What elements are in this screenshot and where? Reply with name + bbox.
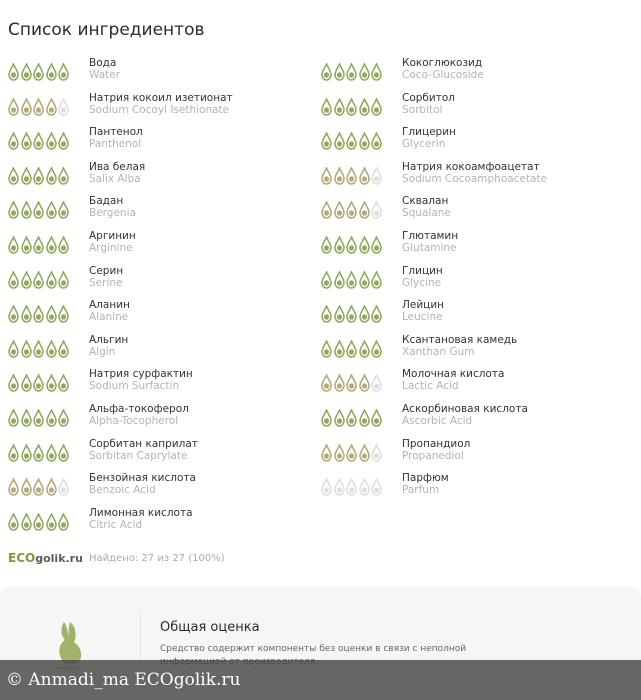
ingredient-row[interactable]	[8, 507, 308, 542]
drop-icon	[346, 478, 357, 496]
ingredient-row[interactable]	[321, 334, 621, 369]
drop-icon	[359, 132, 370, 150]
ingredient-names	[402, 265, 443, 289]
ingredient-name-en: Salix Alba	[89, 172, 141, 185]
rating-drops	[8, 472, 89, 496]
ingredient-name-en: Glycerin	[402, 138, 446, 151]
ingredient-row[interactable]	[321, 126, 621, 161]
drop-icon	[334, 444, 345, 462]
drop-icon	[359, 444, 370, 462]
drop-icon	[359, 478, 370, 496]
drop-icon	[46, 409, 57, 427]
ingredient-row[interactable]	[321, 299, 621, 334]
drop-icon	[321, 478, 332, 496]
ingredient-name-ru: Кокоглюкозид	[402, 57, 483, 69]
ingredient-name-ru: Натрия сурфактин	[89, 368, 193, 381]
ingredient-name-en: Parfum	[402, 484, 440, 497]
drop-icon	[8, 63, 19, 81]
drop-icon	[21, 513, 32, 531]
drop-icon	[58, 374, 69, 392]
ingredient-row[interactable]	[8, 126, 308, 161]
rating-drops	[321, 299, 402, 323]
ingredient-names	[89, 334, 128, 358]
drop-icon	[371, 98, 382, 116]
ingredient-name-ru: Лимонная кислота	[89, 506, 193, 519]
drop-icon	[33, 63, 44, 81]
ingredient-name-ru: Бензойная кислота	[89, 472, 196, 485]
ingredient-row[interactable]	[321, 230, 621, 265]
ingredient-name-en: Glutamine	[402, 241, 457, 254]
results-footer	[8, 542, 225, 574]
drop-icon	[346, 201, 357, 219]
ingredient-name-ru: Ксантановая камедь	[402, 333, 518, 346]
drop-icon	[33, 513, 44, 531]
ingredient-names	[89, 403, 189, 427]
drop-icon	[33, 305, 44, 323]
drop-icon	[334, 374, 345, 392]
drop-icon	[371, 167, 382, 185]
drop-icon	[334, 340, 345, 358]
ingredient-name-ru: Бадан	[89, 195, 124, 208]
ingredient-name-ru: Пантенол	[89, 126, 143, 139]
drop-icon	[58, 63, 69, 81]
drop-icon	[346, 236, 357, 254]
drop-icon	[346, 340, 357, 358]
rating-drops	[321, 230, 402, 254]
ingredient-names	[402, 92, 455, 116]
drop-icon	[346, 305, 357, 323]
drop-icon	[359, 236, 370, 254]
ingredient-names	[89, 57, 120, 81]
drop-icon	[359, 201, 370, 219]
ingredient-name-en: Glycine	[402, 276, 442, 289]
ingredient-name-ru: Натрия кокоил изетионат	[89, 91, 233, 104]
drop-icon	[21, 305, 32, 323]
drop-icon	[371, 444, 382, 462]
rating-drops	[321, 438, 402, 462]
drop-icon	[371, 305, 382, 323]
drop-icon	[371, 374, 382, 392]
ingredient-row[interactable]	[321, 92, 621, 127]
drop-icon	[321, 444, 332, 462]
ingredient-row[interactable]	[8, 334, 308, 369]
ingredient-names	[89, 368, 193, 392]
drop-icon	[371, 201, 382, 219]
ingredient-name-en: Citric Acid	[89, 518, 143, 531]
ingredient-row[interactable]	[8, 403, 308, 438]
drop-icon	[359, 305, 370, 323]
drop-icon	[321, 132, 332, 150]
drop-icon	[346, 98, 357, 116]
ingredient-name-ru: Сквалан	[402, 195, 449, 208]
drop-icon	[8, 374, 19, 392]
ingredient-names	[402, 334, 517, 358]
ingredient-row[interactable]	[8, 230, 308, 265]
ingredient-name-en: Panthenol	[89, 138, 142, 151]
ingredient-name-en: Bergenia	[89, 207, 136, 220]
drop-icon	[8, 271, 19, 289]
ingredient-row[interactable]	[321, 368, 621, 403]
drop-icon	[46, 63, 57, 81]
drop-icon	[8, 132, 19, 150]
drop-icon	[371, 63, 382, 81]
drop-icon	[321, 271, 332, 289]
drop-icon	[334, 305, 345, 323]
drop-icon	[346, 444, 357, 462]
rating-drops	[8, 507, 89, 531]
rating-drops	[8, 438, 89, 462]
rating-drops	[321, 195, 402, 219]
drop-icon	[334, 271, 345, 289]
ingredient-name-en: Sorbitol	[402, 103, 443, 116]
ingredient-names	[89, 126, 143, 150]
drop-icon	[33, 340, 44, 358]
drop-icon	[371, 478, 382, 496]
rating-drops	[321, 265, 402, 289]
drop-icon	[321, 374, 332, 392]
ingredient-row[interactable]	[8, 161, 308, 196]
ecogolik-logo[interactable]	[8, 544, 83, 572]
found-count: Найдено: 27 из 27 (100%)	[89, 552, 225, 564]
ingredient-names	[402, 230, 458, 254]
drop-icon	[8, 409, 19, 427]
drop-icon	[46, 236, 57, 254]
drop-icon	[321, 305, 332, 323]
drop-icon	[371, 409, 382, 427]
drop-icon	[321, 201, 332, 219]
ingredient-name-en: Sodium Cocoamphoacetate	[402, 172, 548, 185]
ingredient-names	[402, 126, 456, 150]
drop-icon	[58, 201, 69, 219]
ingredient-name-ru: Аскорбиновая кислота	[402, 402, 528, 415]
drop-icon	[58, 513, 69, 531]
drop-icon	[334, 201, 345, 219]
rating-drops	[321, 57, 402, 81]
ingredient-row[interactable]	[321, 161, 621, 196]
drop-icon	[346, 167, 357, 185]
drop-icon	[359, 271, 370, 289]
page-title: Список ингредиентов	[8, 20, 205, 40]
rating-drops	[8, 230, 89, 254]
watermark-text: © Anmadi_ma ECOgolik.ru	[6, 670, 241, 690]
drop-icon	[33, 167, 44, 185]
logo-golik-text: golik.ru	[35, 551, 83, 565]
rating-drops	[8, 403, 89, 427]
ingredient-name-ru: Серин	[89, 264, 124, 277]
drop-icon	[8, 340, 19, 358]
drop-icon	[33, 98, 44, 116]
ingredient-names	[89, 507, 193, 531]
ingredient-name-ru: Аргинин	[89, 229, 136, 242]
drop-icon	[334, 409, 345, 427]
drop-icon	[33, 271, 44, 289]
ingredient-name-en: Coco-Glucoside	[402, 69, 484, 81]
ingredient-names	[402, 403, 528, 427]
drop-icon	[58, 478, 69, 496]
rating-drops	[321, 334, 402, 358]
drop-icon	[346, 374, 357, 392]
drop-icon	[346, 132, 357, 150]
drop-icon	[33, 132, 44, 150]
ingredient-name-en: Benzoic Acid	[89, 484, 156, 497]
drop-icon	[33, 409, 44, 427]
drop-icon	[359, 340, 370, 358]
ingredient-row[interactable]	[8, 299, 308, 334]
ingredient-names	[89, 472, 196, 496]
rating-drops	[321, 403, 402, 427]
ingredient-row[interactable]	[8, 92, 308, 127]
drop-icon	[46, 374, 57, 392]
drop-icon	[334, 132, 345, 150]
drop-icon	[58, 236, 69, 254]
ingredient-name-ru: Альгин	[89, 333, 129, 346]
drop-icon	[8, 305, 19, 323]
drop-icon	[33, 236, 44, 254]
ingredient-name-ru: Вода	[89, 57, 117, 69]
drop-icon	[46, 444, 57, 462]
ingredient-name-en: Propanediol	[402, 449, 464, 462]
ingredient-names	[402, 161, 547, 185]
drop-icon	[334, 167, 345, 185]
ingredient-name-en: Sodium Cocoyl Isethionate	[89, 103, 230, 116]
ingredient-row[interactable]	[321, 57, 621, 92]
drop-icon	[58, 409, 69, 427]
drop-icon	[334, 236, 345, 254]
ingredient-name-en: Xanthan Gum	[402, 345, 475, 358]
drop-icon	[321, 340, 332, 358]
ingredient-name-ru: Ива белая	[89, 160, 146, 173]
drop-icon	[21, 63, 32, 81]
ingredient-names	[402, 57, 484, 81]
watermark	[0, 660, 641, 700]
ingredient-names	[89, 195, 136, 219]
drop-icon	[46, 98, 57, 116]
drop-icon	[359, 98, 370, 116]
ingredient-row[interactable]	[321, 472, 621, 507]
drop-icon	[46, 305, 57, 323]
drop-icon	[58, 305, 69, 323]
drop-icon	[21, 444, 32, 462]
ingredient-names	[402, 472, 449, 496]
drop-icon	[321, 409, 332, 427]
drop-icon	[33, 478, 44, 496]
ingredient-names	[402, 195, 451, 219]
ingredient-name-ru: Глицин	[402, 264, 443, 277]
ingredient-name-ru: Сорбитан каприлат	[89, 437, 198, 450]
drop-icon	[21, 167, 32, 185]
ingredient-names	[89, 299, 130, 323]
ingredient-name-en: Water	[89, 69, 121, 81]
drop-icon	[46, 132, 57, 150]
drop-icon	[321, 98, 332, 116]
rating-drops	[8, 92, 89, 116]
ingredient-names	[89, 438, 198, 462]
ingredient-name-en: Serine	[89, 276, 123, 289]
ingredient-name-en: Alanine	[89, 311, 129, 324]
ingredient-name-ru: Глицерин	[402, 126, 456, 139]
drop-icon	[346, 63, 357, 81]
drop-icon	[46, 478, 57, 496]
ingredient-row[interactable]	[8, 265, 308, 300]
ingredient-names	[89, 92, 233, 116]
ingredient-name-en: Squalane	[402, 207, 451, 220]
drop-icon	[371, 271, 382, 289]
ingredient-list-right	[321, 57, 621, 507]
ingredient-name-ru: Альфа-токоферол	[89, 402, 189, 415]
ingredient-names	[89, 230, 136, 254]
ingredient-name-ru: Лейцин	[402, 299, 445, 312]
ingredient-name-en: Sorbitan Caprylate	[89, 449, 188, 462]
drop-icon	[21, 374, 32, 392]
rating-drops	[8, 368, 89, 392]
drop-icon	[33, 374, 44, 392]
drop-icon	[8, 98, 19, 116]
drop-icon	[46, 340, 57, 358]
drop-icon	[8, 236, 19, 254]
ingredient-name-ru: Глютамин	[402, 229, 459, 242]
drop-icon	[33, 444, 44, 462]
drop-icon	[334, 98, 345, 116]
drop-icon	[346, 271, 357, 289]
ingredient-name-en: Algin	[89, 345, 116, 358]
rating-drops	[321, 161, 402, 185]
overall-heading: Общая оценка	[160, 620, 260, 635]
ingredient-names	[402, 438, 470, 462]
drop-icon	[371, 236, 382, 254]
rating-drops	[8, 334, 89, 358]
ingredient-row[interactable]	[321, 403, 621, 438]
drop-icon	[359, 167, 370, 185]
ingredient-name-en: Sodium Surfactin	[89, 380, 180, 393]
rating-drops	[8, 161, 89, 185]
drop-icon	[321, 63, 332, 81]
ingredient-row[interactable]	[8, 195, 308, 230]
drop-icon	[21, 201, 32, 219]
drop-icon	[46, 513, 57, 531]
ingredient-list-left	[8, 57, 308, 541]
rating-drops	[321, 472, 402, 496]
drop-icon	[8, 513, 19, 531]
ingredient-row[interactable]	[8, 368, 308, 403]
drop-icon	[46, 271, 57, 289]
drop-icon	[8, 444, 19, 462]
drop-icon	[58, 271, 69, 289]
ingredient-name-ru: Аланин	[89, 299, 130, 312]
drop-icon	[21, 340, 32, 358]
drop-icon	[21, 271, 32, 289]
drop-icon	[21, 478, 32, 496]
drop-icon	[8, 478, 19, 496]
drop-icon	[8, 201, 19, 219]
drop-icon	[334, 63, 345, 81]
rating-drops	[321, 92, 402, 116]
drop-icon	[58, 132, 69, 150]
drop-icon	[359, 63, 370, 81]
ingredient-name-en: Alpha-Tocopherol	[89, 414, 179, 427]
ingredient-name-en: Ascorbic Acid	[402, 414, 473, 427]
ingredient-name-ru: Парфюм	[402, 472, 449, 485]
ingredient-row[interactable]	[8, 57, 308, 92]
ingredient-name-en: Leucine	[402, 311, 443, 324]
drop-icon	[321, 236, 332, 254]
ingredient-name-ru: Натрия кокоамфоацетат	[402, 160, 540, 173]
drop-icon	[8, 167, 19, 185]
ingredient-row[interactable]	[8, 438, 308, 473]
drop-icon	[46, 167, 57, 185]
drop-icon	[33, 201, 44, 219]
ingredient-row[interactable]	[8, 472, 308, 507]
ingredient-row[interactable]	[321, 195, 621, 230]
drop-icon	[58, 340, 69, 358]
ingredient-name-en: Arginine	[89, 241, 133, 254]
ingredient-names	[402, 368, 504, 392]
ingredient-names	[89, 265, 123, 289]
ingredient-row[interactable]	[321, 438, 621, 473]
rating-drops	[8, 126, 89, 150]
rating-drops	[8, 57, 89, 81]
drop-icon	[21, 236, 32, 254]
drop-icon	[371, 340, 382, 358]
ingredient-name-ru: Молочная кислота	[402, 368, 505, 381]
rating-drops	[321, 126, 402, 150]
drop-icon	[346, 409, 357, 427]
logo-eco-text: ECO	[8, 551, 36, 565]
drop-icon	[46, 201, 57, 219]
overall-description: Средство содержит компоненты без оценки в связи с неполной	[160, 644, 467, 654]
drop-icon	[21, 409, 32, 427]
drop-icon	[334, 478, 345, 496]
ingredient-name-ru: Пропандиол	[402, 437, 471, 450]
rating-drops	[321, 368, 402, 392]
drop-icon	[58, 98, 69, 116]
ingredient-names	[402, 299, 444, 323]
drop-icon	[359, 374, 370, 392]
drop-icon	[21, 98, 32, 116]
drop-icon	[58, 167, 69, 185]
rating-drops	[8, 195, 89, 219]
rating-drops	[8, 299, 89, 323]
ingredient-name-ru: Сорбитол	[402, 91, 455, 104]
ingredient-name-en: Lactic Acid	[402, 380, 459, 393]
drop-icon	[371, 132, 382, 150]
drop-icon	[21, 132, 32, 150]
drop-icon	[58, 444, 69, 462]
rating-drops	[8, 265, 89, 289]
drop-icon	[359, 409, 370, 427]
ingredient-names	[89, 161, 145, 185]
ingredient-row[interactable]	[321, 265, 621, 300]
drop-icon	[321, 167, 332, 185]
